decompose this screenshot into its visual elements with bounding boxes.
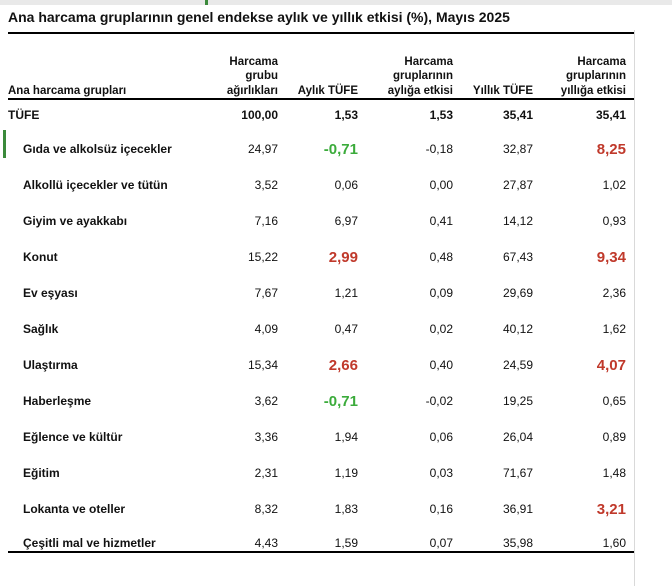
table-row — [8, 347, 634, 383]
cell-weight: 2,31 — [254, 466, 278, 480]
cell-weight: 3,36 — [254, 430, 278, 444]
cell-monthly-effect: -0,02 — [425, 394, 453, 408]
cell-annual-effect: 1,62 — [602, 322, 626, 336]
cell-monthly: 0,47 — [334, 322, 358, 336]
cell-monthly-effect: 0,16 — [429, 502, 453, 516]
table-row — [8, 97, 634, 133]
row-group-name: Giyim ve ayakkabı — [23, 214, 128, 228]
cell-annual-effect: 3,21 — [596, 500, 626, 518]
cell-monthly: 1,21 — [334, 286, 358, 300]
table-row — [8, 525, 634, 561]
row-group-name: Haberleşme — [23, 394, 92, 408]
cell-annual: 40,12 — [502, 322, 533, 336]
cell-annual-effect: 8,25 — [596, 140, 626, 158]
cell-monthly: 6,97 — [334, 214, 358, 228]
cell-weight: 100,00 — [241, 108, 278, 122]
cell-annual-effect: 9,34 — [596, 248, 626, 266]
cell-monthly: 1,59 — [334, 536, 358, 550]
cell-annual: 36,91 — [502, 502, 533, 516]
cell-monthly-effect: 0,02 — [429, 322, 453, 336]
top-rule — [8, 32, 634, 34]
cell-monthly-effect: -0,18 — [425, 142, 453, 156]
table-row — [8, 275, 634, 311]
header-group: Ana harcama grupları — [8, 84, 127, 97]
cell-monthly-effect: 0,48 — [429, 250, 453, 264]
cell-monthly: 0,06 — [334, 178, 358, 192]
row-group-name: Sağlık — [23, 322, 59, 336]
cell-weight: 15,34 — [247, 358, 278, 372]
cell-weight: 4,09 — [254, 322, 278, 336]
cell-annual: 35,98 — [502, 536, 533, 550]
row-group-name: Eğlence ve kültür — [23, 430, 123, 444]
table-row — [8, 419, 634, 455]
row-group-name: TÜFE — [8, 108, 40, 122]
table-row — [8, 311, 634, 347]
cell-monthly-effect: 0,41 — [429, 214, 453, 228]
cell-annual: 29,69 — [502, 286, 533, 300]
table-row — [8, 455, 634, 491]
table-row — [8, 167, 634, 203]
cell-annual: 32,87 — [502, 142, 533, 156]
header-monthly-effect: Harcama gruplarının aylığa etkisi — [387, 55, 453, 97]
cell-monthly: 1,83 — [334, 502, 358, 516]
cell-annual: 19,25 — [502, 394, 533, 408]
row-group-name: Alkollü içecekler ve tütün — [23, 178, 168, 192]
table-row — [8, 491, 634, 527]
cell-weight: 3,52 — [254, 178, 278, 192]
row-group-name: Çeşitli mal ve hizmetler — [23, 536, 156, 550]
table-title: Ana harcama gruplarının genel endekse aylık ve yıllık etkisi (%), Mayıs 2025 — [8, 9, 510, 25]
row-group-name: Eğitim — [23, 466, 60, 480]
cell-annual-effect: 1,48 — [602, 466, 626, 480]
selected-row-marker — [3, 130, 6, 158]
cell-monthly: 1,53 — [334, 108, 358, 122]
cell-weight: 3,62 — [254, 394, 278, 408]
row-group-name: Gıda ve alkolsüz içecekler — [23, 142, 172, 156]
cell-annual-effect: 0,93 — [602, 214, 626, 228]
bottom-rule — [8, 551, 634, 553]
cell-annual: 14,12 — [502, 214, 533, 228]
cell-weight: 4,43 — [254, 536, 278, 550]
cell-annual-effect: 35,41 — [595, 108, 626, 122]
cell-monthly: 1,94 — [334, 430, 358, 444]
header-annual-cpi: Yıllık TÜFE — [472, 84, 533, 97]
table-row — [8, 383, 634, 419]
cell-annual: 35,41 — [502, 108, 533, 122]
table-row — [8, 203, 634, 239]
selected-column-marker — [205, 0, 208, 5]
cell-annual: 27,87 — [502, 178, 533, 192]
cell-annual: 71,67 — [502, 466, 533, 480]
table-row — [8, 239, 634, 275]
cell-annual: 67,43 — [502, 250, 533, 264]
cell-weight: 15,22 — [247, 250, 278, 264]
cell-monthly-effect: 0,00 — [429, 178, 453, 192]
cell-monthly: -0,71 — [323, 392, 358, 410]
row-group-name: Ev eşyası — [23, 286, 78, 300]
cell-weight: 8,32 — [254, 502, 278, 516]
cell-monthly-effect: 0,40 — [429, 358, 453, 372]
cell-annual-effect: 1,60 — [602, 536, 626, 550]
header-weight: Harcama grubu ağırlıkları — [226, 55, 278, 97]
cell-annual: 24,59 — [502, 358, 533, 372]
table-row — [8, 131, 634, 167]
cell-monthly: 2,66 — [328, 356, 358, 374]
cell-annual-effect: 1,02 — [602, 178, 626, 192]
header-monthly-cpi: Aylık TÜFE — [297, 84, 358, 97]
cell-monthly-effect: 0,03 — [429, 466, 453, 480]
cell-monthly-effect: 1,53 — [429, 108, 453, 122]
cell-monthly-effect: 0,07 — [429, 536, 453, 550]
cell-monthly: 2,99 — [328, 248, 358, 266]
cell-annual-effect: 2,36 — [602, 286, 626, 300]
row-group-name: Ulaştırma — [23, 358, 78, 372]
cell-annual-effect: 4,07 — [596, 356, 626, 374]
header-annual-effect: Harcama gruplarının yıllığa etkisi — [560, 55, 626, 97]
spreadsheet-top-edge — [0, 0, 672, 5]
cell-annual-effect: 0,65 — [602, 394, 626, 408]
cell-annual-effect: 0,89 — [602, 430, 626, 444]
cell-annual: 26,04 — [502, 430, 533, 444]
cell-weight: 7,16 — [254, 214, 278, 228]
cell-monthly: -0,71 — [323, 140, 358, 158]
cell-monthly-effect: 0,06 — [429, 430, 453, 444]
cell-monthly: 1,19 — [334, 466, 358, 480]
cell-monthly-effect: 0,09 — [429, 286, 453, 300]
row-group-name: Konut — [23, 250, 58, 264]
row-group-name: Lokanta ve oteller — [23, 502, 126, 516]
cell-weight: 24,97 — [247, 142, 278, 156]
cell-weight: 7,67 — [254, 286, 278, 300]
cell-border-right — [634, 30, 635, 586]
